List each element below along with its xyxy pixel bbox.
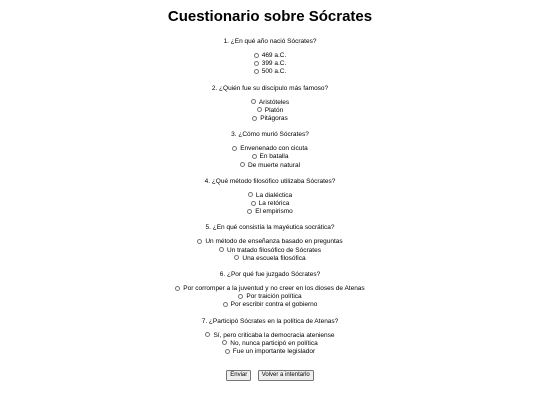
radio-button[interactable] (222, 340, 227, 345)
radio-button[interactable] (254, 53, 259, 58)
answer-option-label: Sí, pero criticaba la democracia ateniense (213, 331, 335, 339)
question-block (0, 177, 540, 217)
answer-option-label: Pitágoras (260, 115, 288, 123)
submit-button[interactable]: Enviar (226, 370, 251, 381)
answer-option-label: Fue un importante legislador (232, 348, 316, 356)
retry-button[interactable]: Volver a intentarlo (258, 370, 314, 381)
questions-list (0, 37, 540, 356)
answer-option-label: Envenenado con cicuta (240, 145, 308, 153)
form-buttons (0, 363, 540, 381)
answer-option-label: 500 a.C. (261, 68, 287, 76)
radio-button[interactable] (238, 294, 243, 299)
radio-button[interactable] (257, 107, 262, 112)
answer-option[interactable] (0, 115, 540, 123)
answer-option-label: Un método de enseñanza basado en preguntas (205, 238, 343, 246)
question-text: 7. ¿Participó Sócrates en la política de Atenas? (201, 317, 339, 325)
answer-option[interactable] (0, 99, 540, 107)
answer-option[interactable] (0, 162, 540, 170)
answer-option[interactable] (0, 192, 540, 200)
question-block (0, 84, 540, 124)
answer-option[interactable] (0, 348, 540, 356)
answer-option[interactable] (0, 332, 540, 340)
answer-option-label: No, nunca participó en política (230, 339, 318, 347)
answer-option-label: La dialéctica (255, 191, 293, 199)
answer-option-label: 399 a.C. (261, 60, 287, 68)
answer-option-label: Una escuela filosófica (242, 254, 306, 262)
answer-option[interactable] (0, 153, 540, 161)
radio-button[interactable] (197, 239, 202, 244)
question-text: 3. ¿Cómo murió Sócrates? (231, 131, 309, 139)
radio-button[interactable] (248, 192, 253, 197)
answer-option[interactable] (0, 238, 540, 246)
answer-option-label: De muerte natural (247, 161, 301, 169)
answer-option[interactable] (0, 301, 540, 309)
answer-option[interactable] (0, 145, 540, 153)
question-text: 6. ¿Por qué fue juzgado Sócrates? (219, 271, 321, 279)
radio-button[interactable] (251, 99, 256, 104)
answer-option[interactable] (0, 68, 540, 76)
question-text: 1. ¿En qué año nació Sócrates? (223, 38, 317, 45)
answer-option[interactable] (0, 208, 540, 216)
radio-button[interactable] (251, 201, 256, 206)
question-text: 2. ¿Quién fue su discípulo más famoso? (211, 84, 329, 92)
quiz-form (0, 37, 540, 381)
answer-option-label: 469 a.C. (261, 52, 287, 59)
question-text: 5. ¿En qué consistía la mayéutica socrática? (205, 224, 335, 232)
answer-option-label: Aristóteles (258, 98, 290, 106)
answer-option-label: Por escribir contra el gobierno (230, 301, 318, 309)
radio-button[interactable] (252, 154, 257, 159)
radio-button[interactable] (225, 349, 230, 354)
answer-option-label: En batalla (259, 153, 289, 161)
radio-button[interactable] (252, 116, 257, 121)
answer-option[interactable] (0, 285, 540, 293)
radio-button[interactable] (234, 255, 239, 260)
answer-option[interactable] (0, 52, 540, 60)
answer-option-label: La retórica (258, 200, 290, 208)
radio-button[interactable] (254, 69, 259, 74)
radio-button[interactable] (254, 61, 259, 66)
radio-button[interactable] (232, 146, 237, 151)
answer-option[interactable] (0, 340, 540, 348)
radio-button[interactable] (247, 209, 252, 214)
page-title: Cuestionario sobre Sócrates (167, 8, 373, 25)
question-block (0, 270, 540, 310)
answer-option[interactable] (0, 255, 540, 263)
question-block (0, 37, 540, 77)
question-text: 4. ¿Qué método filosófico utilizaba Sócrates? (204, 177, 336, 185)
answer-option-label: Platón (264, 106, 284, 114)
radio-button[interactable] (175, 286, 180, 291)
answer-option-label: El empirismo (255, 208, 293, 216)
answer-option[interactable] (0, 247, 540, 255)
question-block (0, 130, 540, 170)
answer-option[interactable] (0, 200, 540, 208)
radio-button[interactable] (205, 332, 210, 337)
answer-option-label: Por corromper a la juventud y no creer en los dioses de Atenas (183, 285, 365, 293)
answer-option-label: Un tratado filosófico de Sócrates (227, 246, 321, 254)
radio-button[interactable] (223, 302, 228, 307)
answer-option[interactable] (0, 107, 540, 115)
question-block (0, 223, 540, 263)
question-block (0, 317, 540, 357)
radio-button[interactable] (240, 162, 245, 167)
answer-option[interactable] (0, 293, 540, 301)
answer-option[interactable] (0, 60, 540, 68)
radio-button[interactable] (219, 247, 224, 252)
answer-option-label: Por traición política (246, 293, 302, 301)
